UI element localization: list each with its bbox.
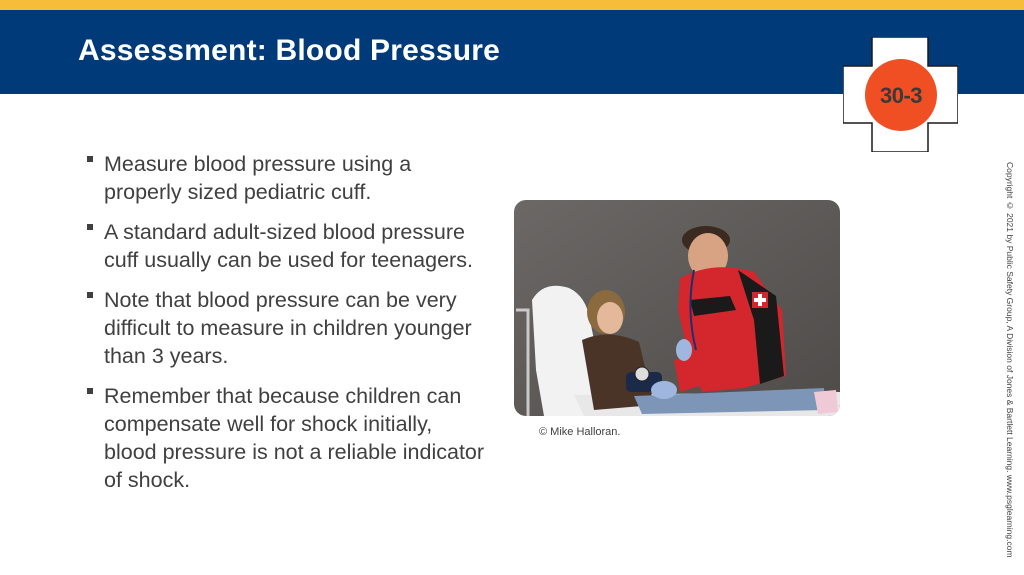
slide-title: Assessment: Blood Pressure <box>78 34 501 67</box>
square-bullet-icon <box>87 292 93 298</box>
paramedic-photo <box>514 200 840 416</box>
square-bullet-icon <box>87 224 93 230</box>
bullet-item <box>86 150 486 206</box>
bullet-item <box>86 286 486 370</box>
bullet-text: Measure blood pressure using a properly sized pediatric cuff. <box>104 152 412 204</box>
bullet-item <box>86 218 486 274</box>
bullet-text: A standard adult-sized blood pressure cuff usually can be used for teenagers. <box>104 220 473 272</box>
square-bullet-icon <box>87 388 93 394</box>
square-bullet-icon <box>87 156 93 162</box>
slide-number-badge: 30-3 <box>879 83 923 108</box>
bullet-text: Note that blood pressure can be very difficult to measure in children younger than 3 years. <box>104 288 472 368</box>
photo-credit: © Mike Halloran. <box>539 426 621 438</box>
bullet-text: Remember that because children can compensate well for shock initially, blood pressure is not a reliable indicator of shock. <box>104 384 485 492</box>
copyright-notice: Copyright © 2021 by Public Safety Group, A Division of Jones & Bartlett Learning. www.psglearning.com <box>1005 162 1015 558</box>
bullet-list <box>86 150 486 506</box>
top-accent-stripe <box>0 0 1024 10</box>
bullet-item <box>86 382 486 494</box>
